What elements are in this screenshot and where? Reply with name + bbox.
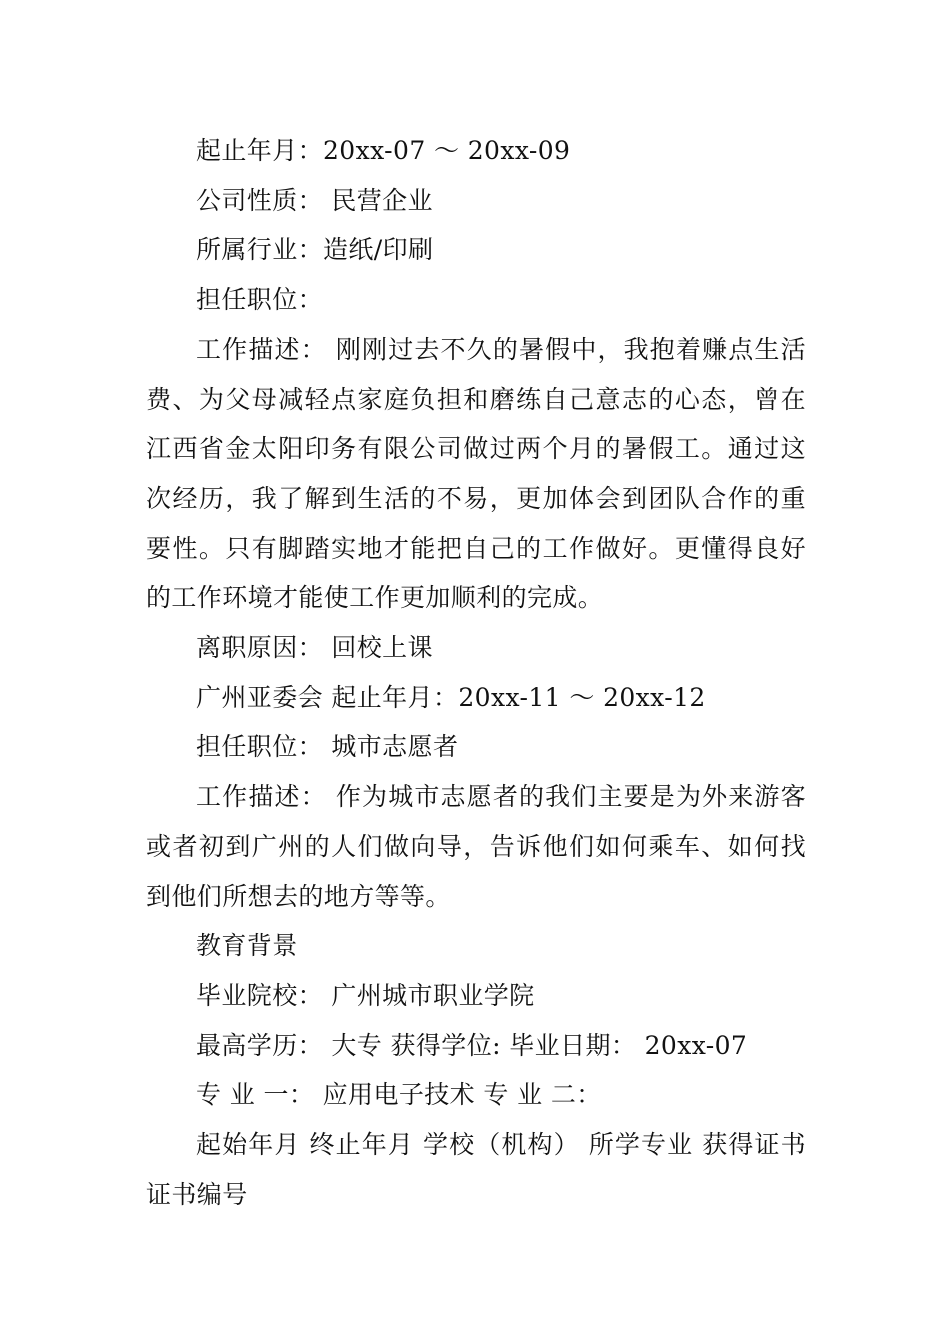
majors: 专 业 一： 应用电子技术 专 业 二： xyxy=(196,1080,602,1110)
education-heading: 教育背景 xyxy=(196,931,298,961)
position: 担任职位： xyxy=(196,285,324,315)
company-type: 公司性质： 民营企业 xyxy=(196,185,433,215)
volunteer-position: 担任职位： 城市志愿者 xyxy=(196,732,459,762)
graduated-school: 毕业院校： 广州城市职业学院 xyxy=(196,980,535,1010)
volunteer-period: 广州亚委会 起止年月：20xx-11 ～ 20xx-12 xyxy=(196,682,706,712)
job-description: 工作描述： 刚刚过去不久的暑假中，我抱着赚点生活费、为父母减轻点家庭负担和磨练自己意志的心态，曾在江西省金太阳印务有限公司做过两个月的暑假工。通过这次经历，我了解到生活的不易，更加体会到团队合作的重要性。只有脚踏实地才能把自己的工作做好。更懂得良好的工作环境才能使工作更加顺利的完成。 xyxy=(146,334,806,613)
volunteer-description: 工作描述： 作为城市志愿者的我们主要是为外来游客或者初到广州的人们做向导，告诉他们如何乘车、如何找到他们所想去的地方等等。 xyxy=(146,782,806,911)
highest-degree: 最高学历： 大专 获得学位: 毕业日期： 20xx-07 xyxy=(196,1030,748,1060)
certificate-table-header: 起始年月 终止年月 学校（机构） 所学专业 获得证书 证书编号 xyxy=(146,1130,806,1209)
work-period: 起止年月：20xx-07 ～ 20xx-09 xyxy=(196,136,571,165)
leaving-reason: 离职原因： 回校上课 xyxy=(196,633,433,663)
industry: 所属行业：造纸/印刷 xyxy=(196,235,434,265)
document-body xyxy=(146,126,806,1219)
